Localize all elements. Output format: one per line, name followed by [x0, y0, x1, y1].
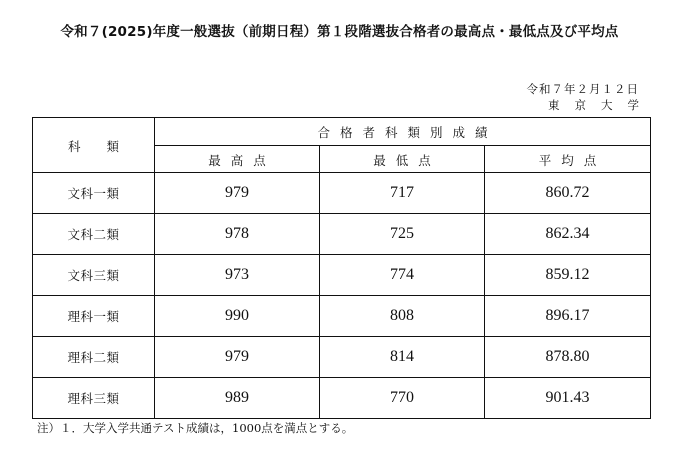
subject-cell: 理科二類	[33, 337, 155, 378]
subject-column-header	[33, 118, 155, 173]
min-score-cell: 770	[320, 378, 485, 419]
page-title: 令和７(2025)年度一般選抜（前期日程）第１段階選抜合格者の最高点・最低点及び平均点	[60, 24, 619, 40]
issue-date: 令和７年２月１２日	[526, 82, 639, 96]
organization-name: 東京大学	[548, 98, 654, 112]
avg-score-cell: 859.12	[485, 255, 651, 296]
group-header-label: 合格者科類別成績	[317, 125, 498, 140]
avg-score-cell: 860.72	[485, 173, 651, 214]
min-score-cell: 808	[320, 296, 485, 337]
min-score-cell: 717	[320, 173, 485, 214]
table-row	[33, 296, 651, 337]
table-row	[33, 255, 651, 296]
column-label-min: 最低点	[373, 152, 441, 168]
min-score-cell: 725	[320, 214, 485, 255]
avg-score-cell: 896.17	[485, 296, 651, 337]
table-row	[33, 173, 651, 214]
results-table	[32, 117, 651, 419]
column-header-min	[320, 146, 485, 173]
max-score-cell: 990	[155, 296, 320, 337]
column-label-avg: 平均点	[538, 152, 607, 168]
column-header-max	[155, 146, 320, 173]
table-row	[33, 378, 651, 419]
avg-score-cell: 862.34	[485, 214, 651, 255]
subject-cell: 文科三類	[33, 255, 155, 296]
table-row	[33, 214, 651, 255]
avg-score-cell: 901.43	[485, 378, 651, 419]
subject-cell: 文科一類	[33, 173, 155, 214]
table-row	[33, 337, 651, 378]
table-header-row	[33, 118, 651, 146]
max-score-cell: 979	[155, 337, 320, 378]
min-score-cell: 814	[320, 337, 485, 378]
max-score-cell: 979	[155, 173, 320, 214]
group-header	[155, 118, 651, 146]
subject-cell: 理科一類	[33, 296, 155, 337]
subject-cell: 文科二類	[33, 214, 155, 255]
subject-header-label: 科類	[67, 138, 145, 154]
column-header-avg	[485, 146, 651, 173]
avg-score-cell: 878.80	[485, 337, 651, 378]
subject-cell: 理科三類	[33, 378, 155, 419]
column-label-max: 最高点	[208, 152, 276, 168]
max-score-cell: 989	[155, 378, 320, 419]
footnote: 注）１．大学入学共通テスト成績は，1000点を満点とする。	[37, 421, 354, 435]
max-score-cell: 973	[155, 255, 320, 296]
max-score-cell: 978	[155, 214, 320, 255]
min-score-cell: 774	[320, 255, 485, 296]
